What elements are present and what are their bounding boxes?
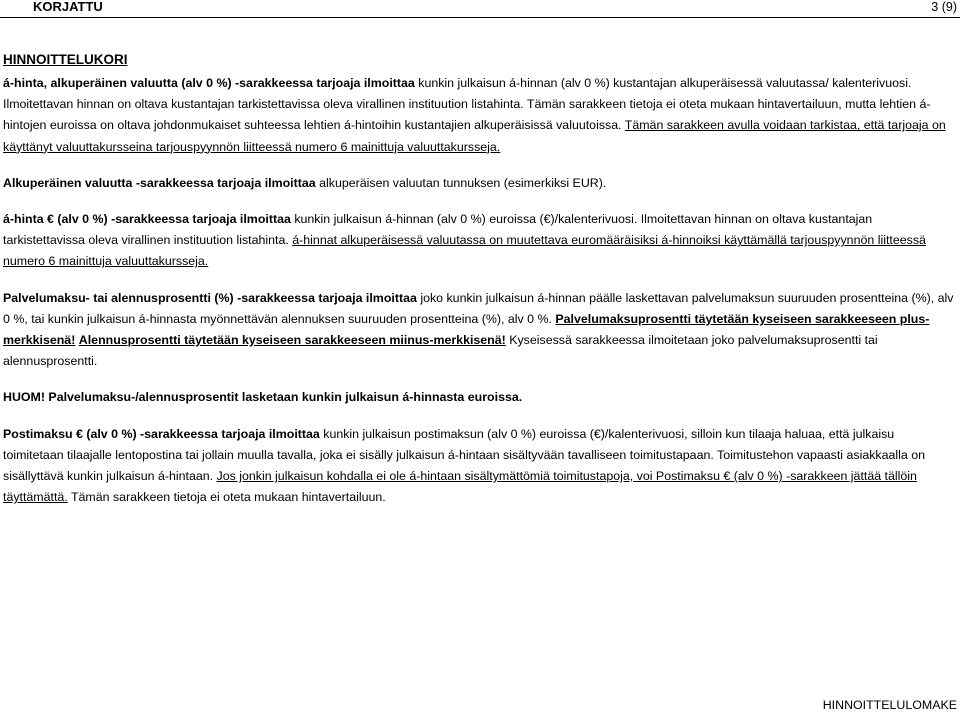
document-status: KORJATTU — [33, 0, 103, 14]
paragraph-emphasis: Jos jonkin julkaisun kohdalla ei ole á-hintaan sisältymättömiä toimitustapoja, voi Postimaksu € (alv 0 %) -sarakkeen jättää tällöin täyttämättä. — [3, 469, 917, 505]
page-header — [0, 0, 960, 18]
paragraph-text: kunkin julkaisun á-hinnan (alv 0 %) euroissa (€)/kalenterivuosi. Ilmoitettavan hinnan on oltava kustantajan tarkistettavissa oleva virallinen instituution listahinta. — [3, 212, 873, 248]
section-title: HINNOITTELUKORI — [3, 52, 128, 67]
paragraph-text-end: Tämän sarakkeen tietoja ei oteta mukaan hintavertailuun. — [67, 490, 386, 505]
paragraph-text: kunkin julkaisun á-hinnan (alv 0 %) kustantajan alkuperäisessä valuutassa/ kalenterivuosi. Ilmoitettavan hinnan on oltava kustantajan tarkistettavissa oleva virallinen instituution listahinta. Tämän sarakkeen tietoja ei oteta mukaan hintavertailuun, mutta lehtien á-hintojen euroissa on oltava johdonmukaiset suhteessa lehtien á-hintoihin kustantajien alkuperäisissä valuutoissa. — [3, 76, 931, 133]
paragraph-lead: Postimaksu € (alv 0 %) -sarakkeessa tarjoaja ilmoittaa — [3, 426, 320, 441]
page-number: 3 (9) — [931, 0, 957, 14]
paragraph-lead: Palvelumaksu- tai alennusprosentti (%) -sarakkeessa tarjoaja ilmoittaa — [3, 290, 417, 305]
paragraph-euro-price — [3, 209, 957, 273]
paragraph-text: kunkin julkaisun postimaksun (alv 0 %) euroissa (€)/kalenterivuosi, silloin kun tilaaja haluaa, että julkaisu toimitetaan tilaajalle lentopostina tai jollain muulla tavalla, joka ei sisälly julkaisun á-hintaan sisältyvään tavalliseen toimitustapaan. Toimitustehon vapaasti asiakkaalla on sisällyttävä kunkin julkaisun á-hintaan. — [3, 426, 926, 484]
paragraph-emphasis: Tämän sarakkeen avulla voidaan tarkistaa, että tarjoaja on käyttänyt valuuttakursseina tarjouspyynnön liitteessä numero 6 mainittuja valuuttakursseja. — [3, 118, 946, 154]
document-body — [3, 50, 957, 508]
paragraph-lead: Alkuperäinen valuutta -sarakkeessa tarjoaja ilmoittaa — [3, 175, 316, 190]
paragraph-original-currency — [3, 173, 957, 194]
paragraph-emphasis-plus: Palvelumaksuprosentti täytetään kyseiseen sarakkeeseen plus-merkkisenä! — [3, 311, 930, 348]
paragraph-text: joko kunkin julkaisun á-hinnan päälle laskettavan palvelumaksun suuruuden prosentteina (%), alv 0 %, tai kunkin julkaisun á-hinnasta myönnettävän alennuksen suuruuden prosentteina (%), alv 0 %. — [3, 290, 954, 326]
paragraph-original-price — [3, 73, 957, 158]
paragraph-postage — [3, 424, 957, 509]
paragraph-note — [3, 387, 957, 408]
paragraph-emphasis-minus: Alennusprosentti täytetään kyseiseen sarakkeeseen miinus-merkkisenä! — [78, 333, 506, 348]
paragraph-lead: á-hinta, alkuperäinen valuutta (alv 0 %) -sarakkeessa tarjoaja ilmoittaa — [3, 76, 415, 90]
page-footer: HINNOITTELULOMAKE — [822, 698, 957, 712]
paragraph-emphasis: á-hinnat alkuperäisessä valuutassa on muutettava euromääräisiksi á-hinnoiksi käyttämällä tarjouspyynnön liitteessä numero 6 mainittuja valuuttakursseja. — [3, 233, 926, 269]
paragraph-text-end: Kyseisessä sarakkeessa ilmoitetaan joko palvelumaksuprosentti tai alennusprosentti. — [3, 333, 878, 369]
paragraph-service-fee — [3, 288, 957, 373]
paragraph-text: alkuperäisen valuutan tunnuksen (esimerkiksi EUR). — [315, 175, 607, 190]
paragraph-lead: á-hinta € (alv 0 %) -sarakkeessa tarjoaja ilmoittaa — [3, 212, 291, 227]
note-text: HUOM! Palvelumaksu-/alennusprosentit lasketaan kunkin julkaisun á-hinnasta euroissa. — [3, 390, 523, 405]
